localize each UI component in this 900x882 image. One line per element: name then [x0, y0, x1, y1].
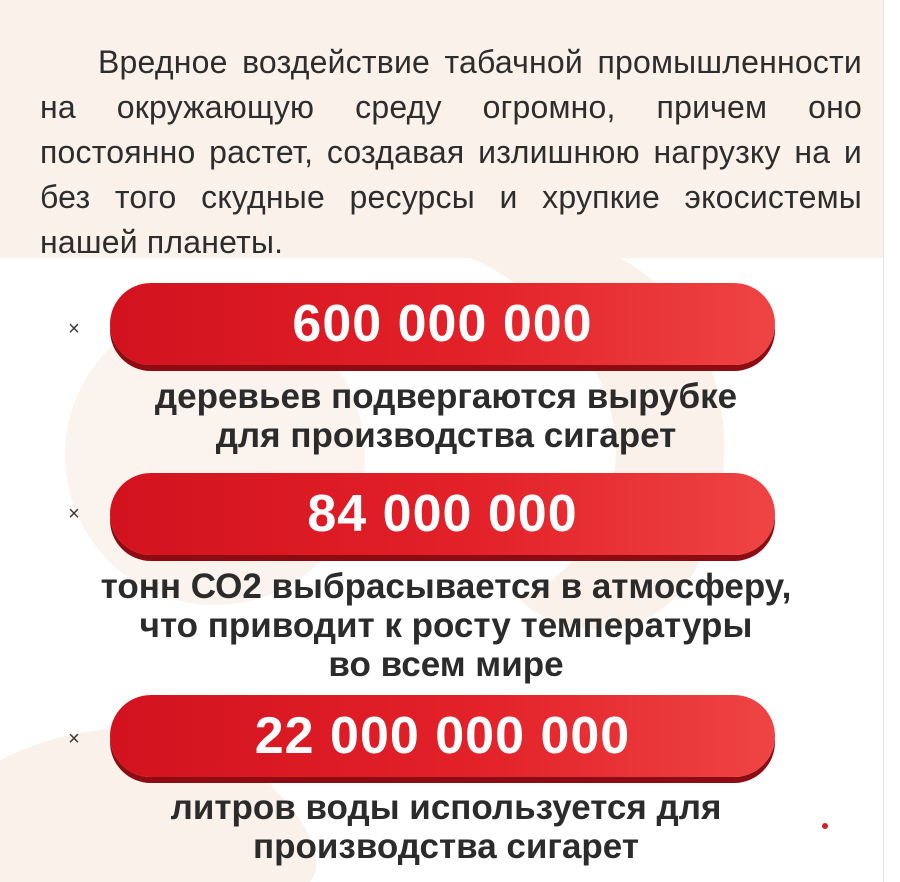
intro-paragraph: Вредное воздействие табачной промышленности на окружающую среду огромно, причем оно постоянно растет, создавая излишнюю нагрузку на и без того скудные ресурсы и хрупкие экосистемы нашей планеты. [40, 44, 862, 260]
decorative-dot [822, 823, 828, 829]
stat-pill-3 [110, 695, 775, 777]
stat-value-2: 84 000 000 [307, 485, 578, 543]
stat-caption-2-line-3: во всем мире [328, 645, 564, 684]
stat-caption-2 [40, 567, 852, 684]
stat-pill-2 [110, 473, 775, 555]
stat-value-3: 22 000 000 000 [254, 707, 631, 765]
stat-caption-1-line-1: деревьев подвергаются вырубке [154, 377, 738, 416]
stat-caption-2-line-2: что приводит к росту температуры [139, 606, 753, 645]
stat-caption-1-line-2: для производства сигарет [215, 416, 677, 455]
stat-caption-3-line-2: производства сигарет [253, 827, 639, 866]
page-edge-line [883, 0, 884, 882]
stat-marker-2: × [68, 503, 80, 525]
stat-marker-1: × [68, 318, 80, 340]
stat-pill-1 [110, 283, 775, 365]
stat-caption-3-line-1: литров воды используется для [170, 788, 722, 827]
stat-caption-3 [40, 788, 852, 866]
stat-caption-2-line-1: тонн СО2 выбрасывается в атмосферу, [100, 567, 792, 606]
right-margin [884, 0, 900, 882]
stat-marker-3: × [68, 728, 80, 750]
stat-caption-1 [40, 377, 852, 455]
stat-value-1: 600 000 000 [292, 295, 593, 353]
